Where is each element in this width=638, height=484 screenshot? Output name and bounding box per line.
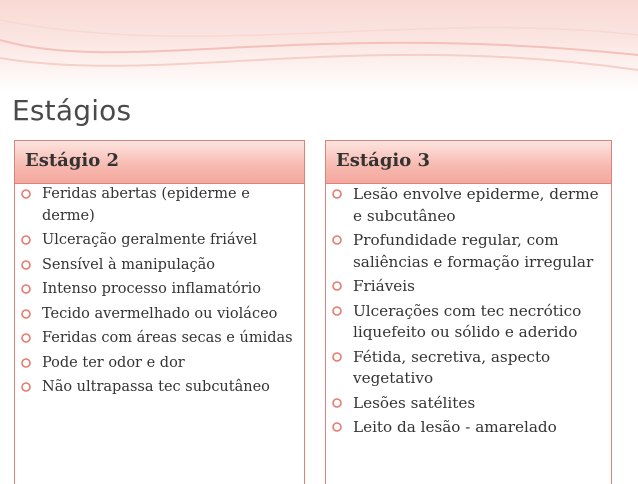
list-item: Lesão envolve epiderme, derme e subcutâneo — [326, 184, 605, 227]
bullet-icon — [332, 422, 342, 432]
list-item: Ulcerações com tec necrótico liquefeito ou sólido e aderido — [326, 301, 605, 344]
list-item: Não ultrapassa tec subcutâneo — [15, 377, 298, 399]
stage-3-heading: Estágio 3 — [325, 140, 612, 184]
stage-3-body — [325, 184, 612, 484]
bullet-icon — [332, 306, 342, 316]
bullet-icon — [332, 398, 342, 408]
bullet-icon — [21, 309, 31, 319]
list-item: Lesões satélites — [326, 393, 605, 415]
list-item: Sensível à manipulação — [15, 255, 298, 277]
stage-2-body — [14, 184, 305, 484]
list-item: Feridas com áreas secas e úmidas — [15, 328, 298, 350]
list-item: Fétida, secretiva, aspecto vegetativo — [326, 347, 605, 390]
bullet-icon — [332, 281, 342, 291]
list-item: Feridas abertas (epiderme e derme) — [15, 184, 298, 227]
bullet-icon — [332, 235, 342, 245]
bullet-icon — [332, 189, 342, 199]
bullet-icon — [21, 358, 31, 368]
list-item: Intenso processo inflamatório — [15, 279, 298, 301]
bullet-icon — [21, 189, 31, 199]
stage-3-column — [325, 140, 612, 484]
stage-2-column — [14, 140, 305, 484]
stage-2-heading: Estágio 2 — [14, 140, 305, 184]
list-item: Leito da lesão - amarelado — [326, 417, 605, 439]
stage-2-list — [15, 184, 298, 399]
header-decoration — [0, 0, 638, 92]
bullet-icon — [332, 352, 342, 362]
bullet-icon — [21, 382, 31, 392]
slide-title: Estágios — [12, 94, 132, 127]
list-item: Pode ter odor e dor — [15, 353, 298, 375]
list-item: Tecido avermelhado ou violáceo — [15, 304, 298, 326]
bullet-icon — [21, 284, 31, 294]
list-item: Profundidade regular, com saliências e formação irregular — [326, 230, 605, 273]
bullet-icon — [21, 235, 31, 245]
list-item: Ulceração geralmente friável — [15, 230, 298, 252]
stage-3-list — [326, 184, 605, 439]
bullet-icon — [21, 260, 31, 270]
list-item: Friáveis — [326, 276, 605, 298]
bullet-icon — [21, 333, 31, 343]
